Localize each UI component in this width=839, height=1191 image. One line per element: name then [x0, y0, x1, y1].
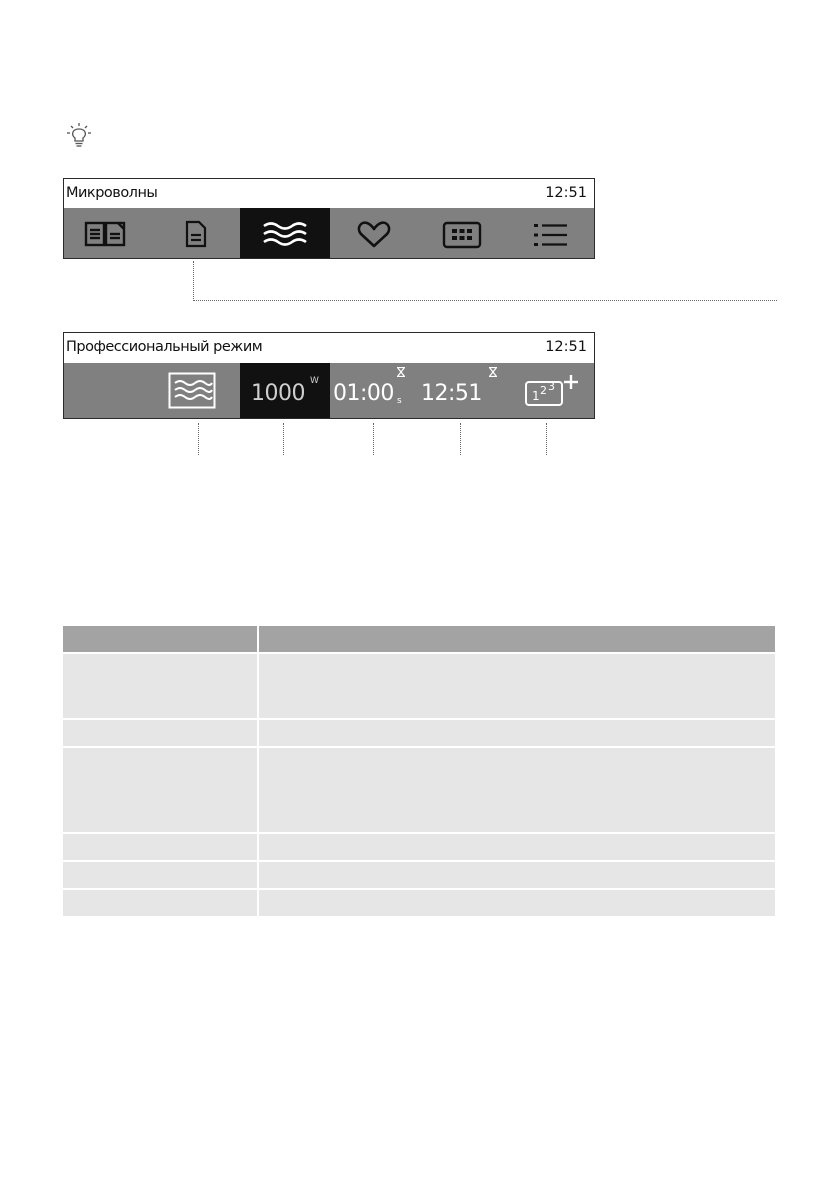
book-icon	[84, 221, 130, 247]
table-header-cell	[258, 626, 775, 653]
connector-line	[373, 423, 374, 455]
settings-bar	[64, 363, 594, 418]
table-cell	[258, 747, 775, 833]
table-cell	[63, 861, 258, 889]
microwave-waves-icon	[262, 220, 308, 248]
hourglass-icon	[397, 367, 405, 377]
display-professional-mode	[63, 332, 595, 419]
table-header-row	[63, 626, 775, 653]
table-header-cell	[63, 626, 258, 653]
description-table	[63, 626, 775, 918]
connector-line	[193, 300, 777, 301]
menu-item-programs[interactable]	[418, 208, 506, 258]
table-cell	[63, 833, 258, 861]
table-cell	[258, 861, 775, 889]
heart-icon	[357, 221, 391, 249]
svg-text:2: 2	[540, 384, 547, 397]
power-value: 1000	[251, 381, 305, 406]
lightbulb-icon	[64, 121, 94, 151]
end-time-setting[interactable]	[420, 363, 510, 418]
table-row	[63, 747, 775, 833]
list-icon	[533, 221, 569, 249]
display-header	[64, 179, 594, 208]
table-row	[63, 889, 775, 917]
connector-line	[193, 261, 194, 301]
end-time-value: 12:51	[421, 381, 482, 406]
table-row	[63, 861, 775, 889]
svg-text:3: 3	[548, 380, 555, 393]
table-cell	[63, 653, 258, 719]
table-row	[63, 833, 775, 861]
hourglass-icon	[489, 367, 497, 377]
table-cell	[258, 833, 775, 861]
table-cell	[63, 889, 258, 917]
menu-item-document[interactable]	[152, 208, 240, 258]
power-unit: W	[310, 376, 319, 386]
document-icon	[184, 220, 208, 248]
display-clock: 12:51	[545, 185, 587, 201]
power-setting[interactable]	[240, 363, 330, 418]
display-header	[64, 333, 594, 362]
table-cell	[63, 719, 258, 747]
duration-value: 01:00	[333, 381, 394, 406]
table-cell	[258, 719, 775, 747]
table-row	[63, 653, 775, 719]
menu-item-settings-list[interactable]	[506, 208, 594, 258]
display-title: Профессиональный режим	[66, 339, 263, 355]
connector-line	[460, 423, 461, 455]
menu-item-book[interactable]	[64, 208, 152, 258]
grid-icon	[442, 221, 482, 249]
display-title: Микроволны	[66, 185, 158, 201]
menu-item-microwave[interactable]	[240, 208, 330, 258]
mode-selector[interactable]	[160, 363, 240, 418]
connector-line	[198, 423, 199, 455]
menu-item-favourites[interactable]	[330, 208, 418, 258]
connector-line	[283, 423, 284, 455]
duration-unit: s	[397, 396, 402, 406]
add-step[interactable]	[510, 363, 594, 418]
table-cell	[258, 653, 775, 719]
table-cell	[258, 889, 775, 917]
connector-line	[546, 423, 547, 455]
display-main-menu	[63, 178, 595, 259]
table-cell	[63, 747, 258, 833]
duration-setting[interactable]	[330, 363, 420, 418]
svg-text:1: 1	[532, 389, 540, 403]
menu-bar	[64, 208, 594, 258]
microwave-waves-icon	[168, 372, 216, 409]
display-clock: 12:51	[545, 339, 587, 355]
table-row	[63, 719, 775, 747]
add-step-icon	[524, 371, 584, 409]
